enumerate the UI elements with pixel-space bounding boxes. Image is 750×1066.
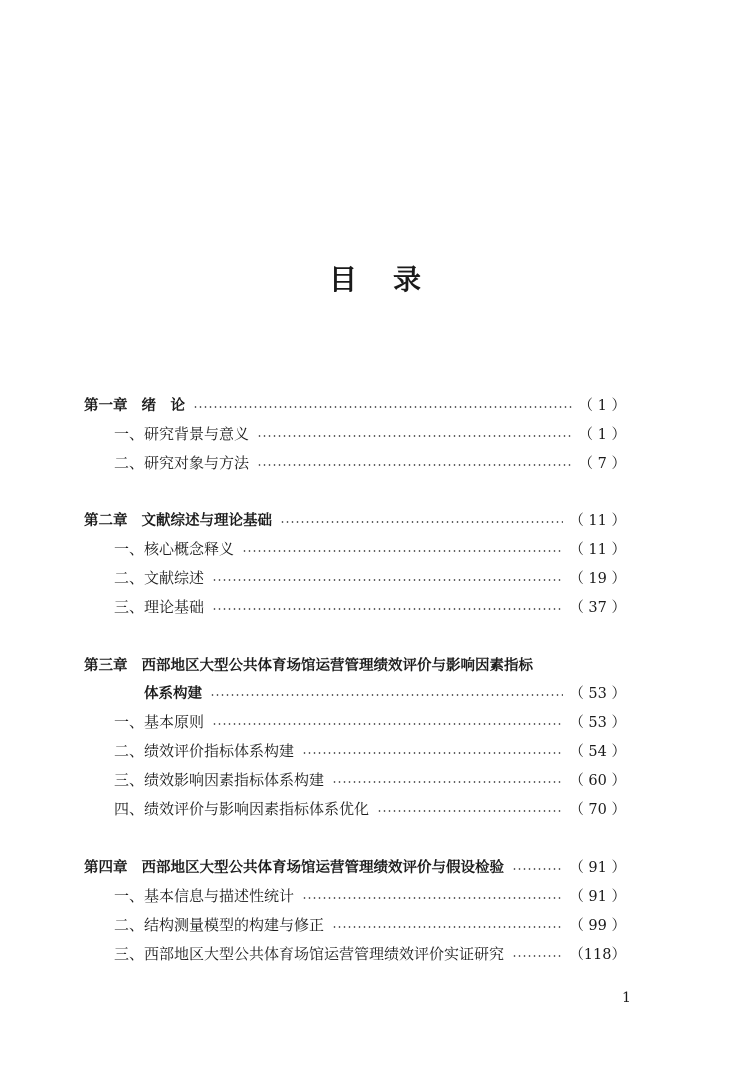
toc-entry-label: 三、绩效影响因素指标体系构建 [114, 770, 325, 789]
toc-entry-page: （118） [569, 946, 626, 963]
toc-entry-label: 二、绩效评价指标体系构建 [114, 741, 295, 760]
toc-entry-section[interactable] [84, 796, 626, 820]
toc-heading-part1: 目 [328, 263, 357, 296]
toc-entry-page: （ 70 ） [569, 801, 626, 818]
toc-entry-label: 三、西部地区大型公共体育场馆运营管理绩效评价实证研究 [114, 944, 505, 963]
toc-entry-page: （ 19 ） [569, 570, 626, 587]
toc-entry-label: 二、文献综述 [114, 568, 205, 587]
toc-entry-section[interactable] [84, 450, 626, 474]
dot-leader [332, 926, 563, 928]
dot-leader [210, 694, 563, 696]
toc-heading [0, 258, 750, 298]
toc-entry-page: （ 99 ） [569, 917, 626, 934]
toc-entry-section[interactable] [84, 709, 626, 733]
toc-heading-part2: 录 [393, 263, 422, 296]
toc-entry-page: （ 37 ） [569, 599, 626, 616]
toc-entry-section[interactable] [84, 421, 626, 445]
toc-entry-label: 第二章 文献综述与理论基础 [84, 512, 272, 529]
toc-entry-label: 二、结构测量模型的构建与修正 [114, 915, 325, 934]
dot-leader [257, 464, 573, 466]
toc-entry-section[interactable] [84, 912, 626, 936]
toc-entry-page: （ 53 ） [569, 685, 626, 702]
toc-entry-section[interactable] [84, 594, 626, 618]
toc-entry-label: 体系构建 [144, 685, 202, 702]
toc-entry-section[interactable] [84, 941, 626, 965]
toc-entry-page: （ 53 ） [569, 714, 626, 731]
toc-entry-label: 第四章 西部地区大型公共体育场馆运营管理绩效评价与假设检验 [84, 859, 504, 876]
toc-entry-section[interactable] [84, 738, 626, 762]
toc-entry-section[interactable] [84, 565, 626, 589]
toc-entry-section[interactable] [84, 883, 626, 907]
toc-entry-page: （ 11 ） [569, 512, 626, 529]
toc-entry-label: 一、研究背景与意义 [114, 424, 250, 443]
toc-entry-chapter-4[interactable] [84, 854, 626, 878]
dot-leader [280, 521, 563, 523]
toc-entry-page: （ 11 ） [569, 541, 626, 558]
dot-leader [332, 781, 563, 783]
toc-entry-label: 一、基本信息与描述性统计 [114, 886, 295, 905]
dot-leader [512, 868, 563, 870]
toc-entry-page: （ 7 ） [578, 455, 626, 472]
dot-leader [257, 435, 573, 437]
dot-leader [512, 955, 563, 957]
toc-entry-page: （ 91 ） [569, 859, 626, 876]
dot-leader [193, 406, 573, 408]
toc-entry-label: 第三章 西部地区大型公共体育场馆运营管理绩效评价与影响因素指标 [84, 657, 533, 674]
dot-leader [302, 752, 563, 754]
toc-entry-chapter-3[interactable] [84, 652, 626, 676]
toc-entry-chapter-1[interactable] [84, 392, 626, 416]
dot-leader [212, 723, 563, 725]
dot-leader [212, 608, 563, 610]
toc-entry-label: 二、研究对象与方法 [114, 453, 250, 472]
toc-entry-page: （ 1 ） [578, 397, 626, 414]
toc-entry-section[interactable] [84, 767, 626, 791]
dot-leader [302, 897, 563, 899]
toc-entry-label: 一、基本原则 [114, 712, 205, 731]
dot-leader [242, 550, 563, 552]
toc-entry-label: 一、核心概念释义 [114, 539, 235, 558]
toc-entry-label: 四、绩效评价与影响因素指标体系优化 [114, 799, 370, 818]
dot-leader [377, 810, 563, 812]
toc-entry-section[interactable] [84, 536, 626, 560]
toc-entry-page: （ 60 ） [569, 772, 626, 789]
dot-leader [212, 579, 563, 581]
toc-entry-page: （ 1 ） [578, 426, 626, 443]
toc-entry-label: 三、理论基础 [114, 597, 205, 616]
toc-entry-label: 第一章 绪 论 [84, 397, 185, 414]
toc-entry-page: （ 54 ） [569, 743, 626, 760]
page-number: 1 [622, 990, 631, 1006]
toc-entry-page: （ 91 ） [569, 888, 626, 905]
toc-entry-chapter-2[interactable] [84, 507, 626, 531]
toc-entry-chapter-3-continued[interactable] [84, 680, 626, 704]
